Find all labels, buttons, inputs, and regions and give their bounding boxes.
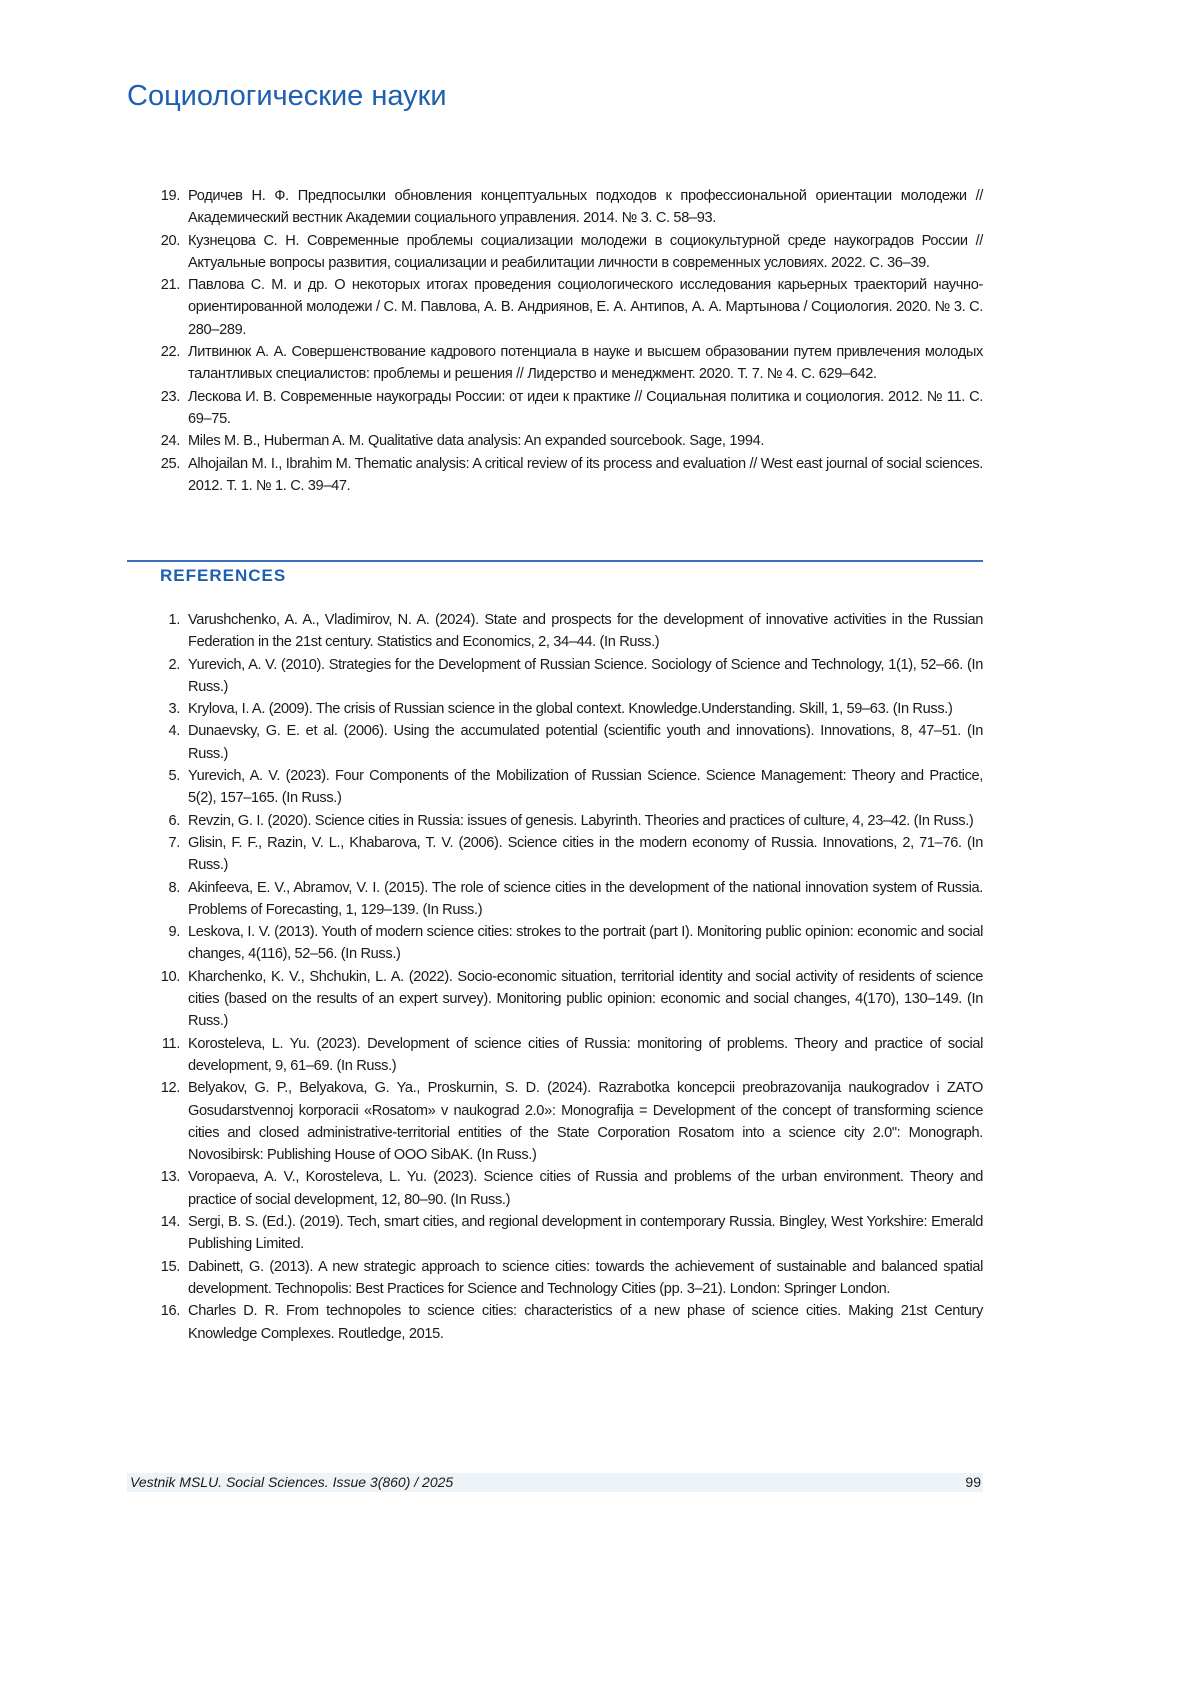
reference-number: 4. [150, 720, 188, 765]
reference-text: Charles D. R. From technopoles to science cities: characteristics of a new phase of science cities. Making 21st Century Knowledge Complexes. Routledge, 2015. [188, 1300, 983, 1345]
reference-number: 19. [150, 185, 188, 230]
reference-item [150, 386, 983, 431]
reference-item [150, 274, 983, 341]
reference-item [150, 877, 983, 922]
reference-text: Dabinett, G. (2013). A new strategic approach to science cities: towards the achievement of sustainable and balanced spatial development. Technopolis: Best Practices for Science and Technology Cities (pp. 3–21). London: Springer London. [188, 1256, 983, 1301]
reference-item [150, 720, 983, 765]
section-title: Социологические науки [127, 80, 447, 113]
reference-number: 6. [150, 810, 188, 832]
reference-number: 5. [150, 765, 188, 810]
reference-number: 16. [150, 1300, 188, 1345]
reference-number: 12. [150, 1077, 188, 1166]
reference-number: 13. [150, 1166, 188, 1211]
reference-number: 2. [150, 654, 188, 699]
reference-text: Akinfeeva, E. V., Abramov, V. I. (2015). The role of science cities in the development of the national innovation system of Russia. Problems of Forecasting, 1, 129–139. (In Russ.) [188, 877, 983, 922]
reference-number: 22. [150, 341, 188, 386]
reference-text: Kharchenko, K. V., Shchukin, L. A. (2022). Socio-economic situation, territorial identity and social activity of residents of science cities (based on the results of an expert survey). Monitoring public opinion: economic and social changes, 4(170), 130–149. (In Russ.) [188, 966, 983, 1033]
reference-item [150, 1033, 983, 1078]
reference-number: 8. [150, 877, 188, 922]
reference-number: 11. [150, 1033, 188, 1078]
reference-number: 25. [150, 453, 188, 498]
russian-reference-list [150, 185, 983, 497]
reference-text: Литвинюк А. А. Совершенствование кадрового потенциала в науке и высшем образовании путем привлечения молодых талантливых специалистов: проблемы и решения // Лидерство и менеджмент. 2020. Т. 7. № 4. С. 629–642. [188, 341, 983, 386]
reference-item [150, 230, 983, 275]
reference-text: Varushchenko, A. A., Vladimirov, N. A. (2024). State and prospects for the development of innovative activities in the Russian Federation in the 21st century. Statistics and Economics, 2, 34–44. (In Russ.) [188, 609, 983, 654]
reference-text: Yurevich, A. V. (2023). Four Components of the Mobilization of Russian Science. Science Management: Theory and Practice, 5(2), 157–165. (In Russ.) [188, 765, 983, 810]
reference-item [150, 832, 983, 877]
page-number: 99 [965, 1473, 981, 1492]
reference-number: 23. [150, 386, 188, 431]
divider [127, 560, 983, 562]
reference-text: Revzin, G. I. (2020). Science cities in Russia: issues of genesis. Labyrinth. Theories and practices of culture, 4, 23–42. (In Russ.) [188, 810, 983, 832]
reference-text: Leskova, I. V. (2013). Youth of modern science cities: strokes to the portrait (part I). Monitoring public opinion: economic and social changes, 4(116), 52–56. (In Russ.) [188, 921, 983, 966]
reference-item [150, 810, 983, 832]
reference-text: Belyakov, G. P., Belyakova, G. Ya., Proskurnin, S. D. (2024). Razrabotka koncepcii preobrazovanija naukogradov i ZATO Gosudarstvennoj korporacii «Rosatom» v naukograd 2.0»: Monografija = Development of the concept of transforming science cities and closed administrative-territorial entities of the State Corporation Rosatom into a science city 2.0": Monograph. Novosibirsk: Publishing House of OOO SibAK. (In Russ.) [188, 1077, 983, 1166]
reference-number: 24. [150, 430, 188, 452]
reference-number: 14. [150, 1211, 188, 1256]
reference-number: 1. [150, 609, 188, 654]
reference-item [150, 430, 983, 452]
reference-item [150, 1077, 983, 1166]
reference-text: Родичев Н. Ф. Предпосылки обновления концептуальных подходов к профессиональной ориентации молодежи // Академический вестник Академии социального управления. 2014. № 3. С. 58–93. [188, 185, 983, 230]
reference-text: Sergi, B. S. (Ed.). (2019). Tech, smart cities, and regional development in contemporary Russia. Bingley, West Yorkshire: Emerald Publishing Limited. [188, 1211, 983, 1256]
reference-item [150, 341, 983, 386]
reference-item [150, 609, 983, 654]
references-heading: REFERENCES [160, 566, 286, 586]
reference-item [150, 1300, 983, 1345]
reference-text: Павлова С. М. и др. О некоторых итогах проведения социологического исследования карьерных траекторий научно-ориентированной молодежи / С. М. Павлова, А. В. Андриянов, Е. А. Антипов, А. А. Мартынова / Социология. 2020. № 3. С. 280–289. [188, 274, 983, 341]
reference-text: Yurevich, A. V. (2010). Strategies for the Development of Russian Science. Sociology of Science and Technology, 1(1), 52–66. (In Russ.) [188, 654, 983, 699]
reference-item [150, 698, 983, 720]
reference-item [150, 1166, 983, 1211]
reference-number: 21. [150, 274, 188, 341]
page-footer [127, 1473, 983, 1492]
reference-text: Dunaevsky, G. E. et al. (2006). Using the accumulated potential (scientific youth and innovations). Innovations, 8, 47–51. (In Russ.) [188, 720, 983, 765]
reference-item [150, 921, 983, 966]
reference-text: Лескова И. В. Современные наукограды России: от идеи к практике // Социальная политика и социология. 2012. № 11. С. 69–75. [188, 386, 983, 431]
reference-number: 20. [150, 230, 188, 275]
reference-text: Krylova, I. A. (2009). The crisis of Russian science in the global context. Knowledge.Understanding. Skill, 1, 59–63. (In Russ.) [188, 698, 983, 720]
reference-number: 7. [150, 832, 188, 877]
reference-text: Korosteleva, L. Yu. (2023). Development of science cities of Russia: monitoring of problems. Theory and practice of social development, 9, 61–69. (In Russ.) [188, 1033, 983, 1078]
reference-text: Voropaeva, A. V., Korosteleva, L. Yu. (2023). Science cities of Russia and problems of the urban environment. Theory and practice of social development, 12, 80–90. (In Russ.) [188, 1166, 983, 1211]
reference-item [150, 453, 983, 498]
reference-item [150, 765, 983, 810]
reference-number: 15. [150, 1256, 188, 1301]
reference-item [150, 185, 983, 230]
reference-number: 10. [150, 966, 188, 1033]
reference-item [150, 966, 983, 1033]
journal-name: Vestnik MSLU. Social Sciences. Issue 3(860) / 2025 [130, 1473, 453, 1492]
reference-number: 9. [150, 921, 188, 966]
reference-text: Кузнецова С. Н. Современные проблемы социализации молодежи в социокультурной среде наукоградов России // Актуальные вопросы развития, социализации и реабилитации личности в современных условиях. 2022. С. 36–39. [188, 230, 983, 275]
reference-text: Glisin, F. F., Razin, V. L., Khabarova, T. V. (2006). Science cities in the modern economy of Russia. Innovations, 2, 71–76. (In Russ.) [188, 832, 983, 877]
reference-text: Miles M. B., Huberman A. M. Qualitative data analysis: An expanded sourcebook. Sage, 1994. [188, 430, 983, 452]
reference-text: Alhojailan M. I., Ibrahim M. Thematic analysis: A critical review of its process and evaluation // West east journal of social sciences. 2012. Т. 1. № 1. С. 39–47. [188, 453, 983, 498]
reference-item [150, 1211, 983, 1256]
reference-number: 3. [150, 698, 188, 720]
english-reference-list [150, 609, 983, 1345]
reference-item [150, 654, 983, 699]
reference-item [150, 1256, 983, 1301]
